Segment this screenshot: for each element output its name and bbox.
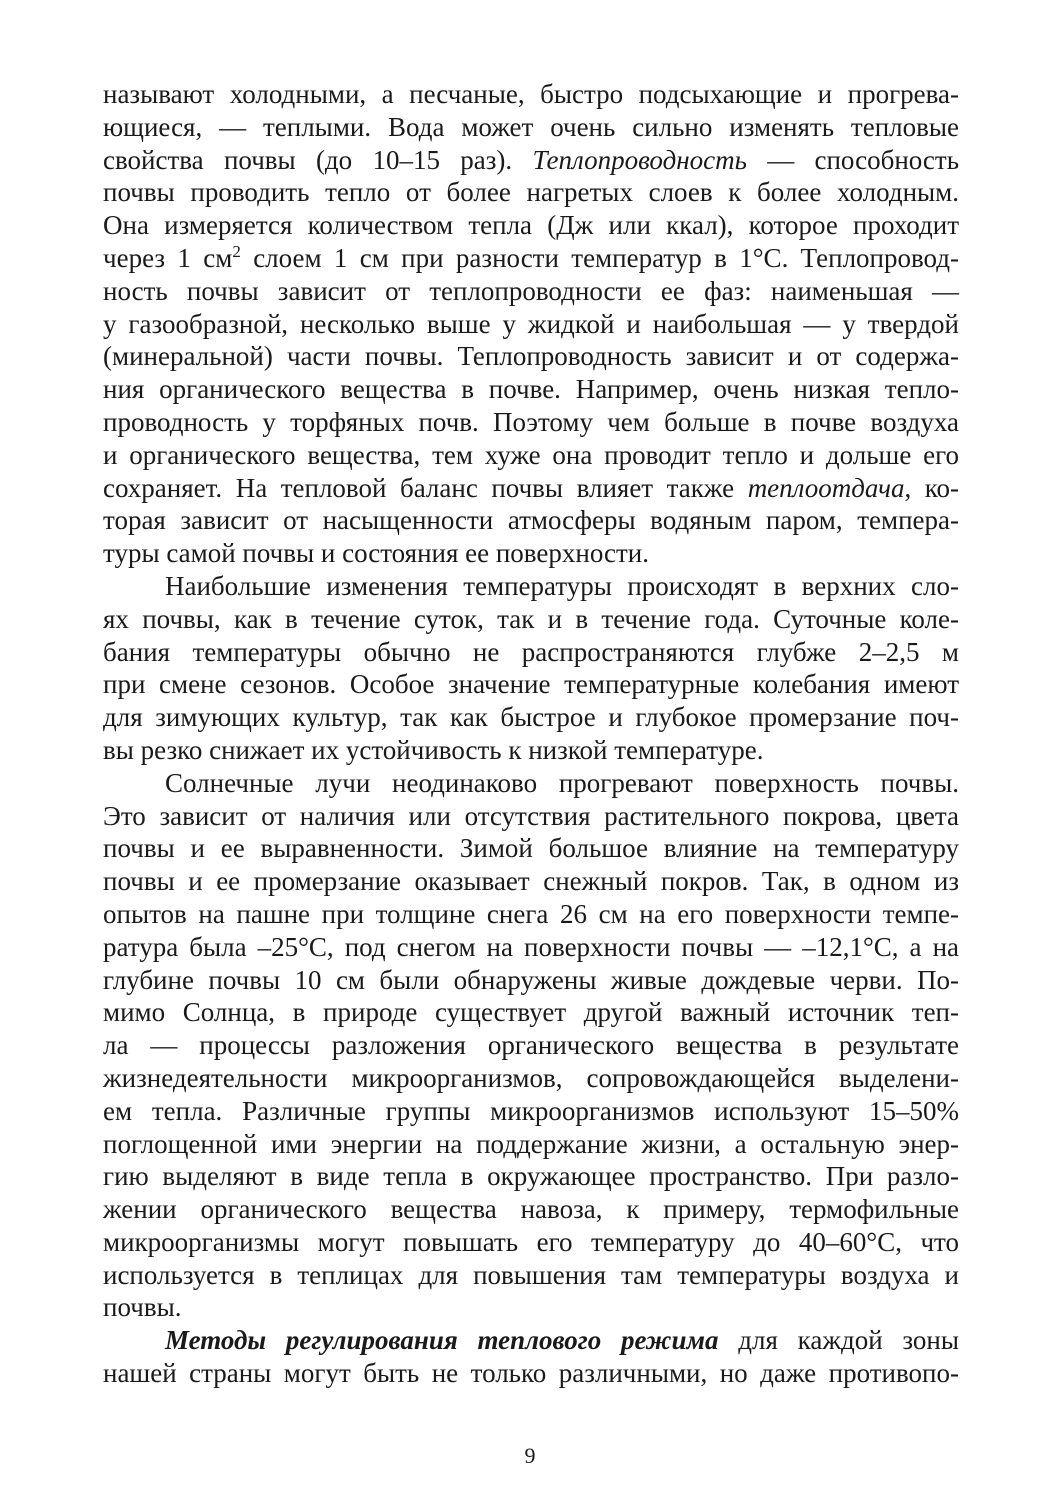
text-line: почвы проводить тепло от более нагретых слоев к более холодным. [103, 177, 959, 208]
text-line: ратура была –25°С, под снегом на поверхности почвы — –12,1°С, а на [103, 931, 959, 962]
text-line: ях почвы, как в течение суток, так и в течение года. Суточные коле- [103, 603, 959, 634]
paragraph-2 [103, 570, 959, 767]
text-line: Солнечные лучи неодинаково прогревают поверхность почвы. [165, 767, 959, 798]
text-run: сохраняет. На тепловой баланс почвы влияет также [103, 472, 735, 503]
text-line [103, 242, 959, 275]
text-line: у газообразной, несколько выше у жидкой и наибольшая — у твердой [103, 308, 959, 339]
text-line: ла — процессы разложения органического вещества в результате [103, 1030, 959, 1061]
text-line: ность почвы зависит от теплопроводности ее фаз: наименьшая — [103, 275, 959, 306]
text-run: для каждой зоны [738, 1325, 960, 1356]
text-line: почвы. [103, 1292, 182, 1323]
page-number: 9 [524, 1443, 536, 1468]
text-line: мимо Солнца, в природе существует другой важный источник теп- [103, 997, 959, 1028]
text-line: называют холодными, а песчаные, быстро подсыхающие и прогрева- [103, 79, 959, 109]
text-run: — способность [767, 144, 960, 175]
text-run: через 1 см [103, 242, 233, 273]
text-line: Она измеряется количеством тепла (Дж или ккал), которое проходит [103, 210, 959, 241]
text-line: поглощенной ими энергии на поддержание жизни, а остальную энер- [103, 1128, 959, 1159]
text-line: жении органического вещества навоза, к примеру, термофильные [103, 1194, 959, 1225]
text-run: свойства почвы (до 10–15 раз). [103, 144, 513, 175]
text-run: слоем 1 см при разности температур в 1°С. Теплопровод- [253, 242, 960, 273]
text-line [103, 472, 959, 505]
text-line: микроорганизмы могут повышать его температуру до 40–60°С, что [103, 1226, 959, 1257]
text-line: вы резко снижает их устойчивость к низкой температуре. [103, 734, 764, 765]
text-line: для зимующих культур, так как быстрое и глубокое промерзание поч- [103, 702, 959, 733]
section-heading-inline: Методы регулирования теплового режима [165, 1325, 719, 1356]
text-line [103, 144, 959, 177]
text-line: Это зависит от наличия или отсутствия растительного покрова, цвета [103, 800, 959, 831]
text-line: торая зависит от насыщенности атмосферы водяным паром, темпера- [103, 505, 959, 536]
paragraph-4 [103, 1324, 959, 1390]
page-body [103, 78, 959, 1390]
superscript-2: 2 [232, 241, 241, 261]
term-thermal-conductivity: Теплопроводность [532, 144, 747, 175]
text-line: Наибольшие изменения температуры происходят в верхних сло- [165, 570, 959, 601]
text-line [103, 1324, 959, 1357]
text-line: проводность у торфяных почв. Поэтому чем больше в почве воздуха [103, 406, 959, 437]
text-line: туры самой почвы и состояния ее поверхности. [103, 538, 649, 569]
text-line: гию выделяют в виде тепла в окружающее пространство. При разло- [103, 1161, 959, 1192]
paragraph-3 [103, 767, 959, 1325]
text-line: почвы и ее выравненности. Зимой большое влияние на температуру [103, 833, 959, 864]
text-line: почвы и ее промерзание оказывает снежный покров. Так, в одном из [103, 866, 959, 897]
text-line: при смене сезонов. Особое значение температурные колебания имеют [103, 669, 959, 700]
text-line: ния органического вещества в почве. Например, очень низкая тепло- [103, 374, 959, 405]
term-heat-emission: теплоотдача [747, 472, 905, 503]
text-line: бания температуры обычно не распространяются глубже 2–2,5 м [103, 636, 959, 667]
text-run: , ко- [904, 472, 959, 503]
text-line: (минеральной) части почвы. Теплопроводность зависит и от содержа- [103, 341, 959, 372]
text-line: ем тепла. Различные группы микроорганизмов используют 15–50% [103, 1095, 959, 1126]
text-line: и органического вещества, тем хуже она проводит тепло и дольше его [103, 439, 959, 470]
text-line: используется в теплицах для повышения там температуры воздуха и [103, 1259, 959, 1290]
paragraph-1 [103, 78, 959, 570]
text-line: жизнедеятельности микроорганизмов, сопровождающейся выделени- [103, 1062, 959, 1093]
text-line: ющиеся, — теплыми. Вода может очень сильно изменять тепловые [103, 111, 959, 142]
text-line: нашей страны могут быть не только различными, но даже противопо- [103, 1358, 959, 1389]
text-line: глубине почвы 10 см были обнаружены живые дождевые черви. По- [103, 964, 959, 995]
text-line: опытов на пашне при толщине снега 26 см на его поверхности темпе- [103, 898, 959, 929]
